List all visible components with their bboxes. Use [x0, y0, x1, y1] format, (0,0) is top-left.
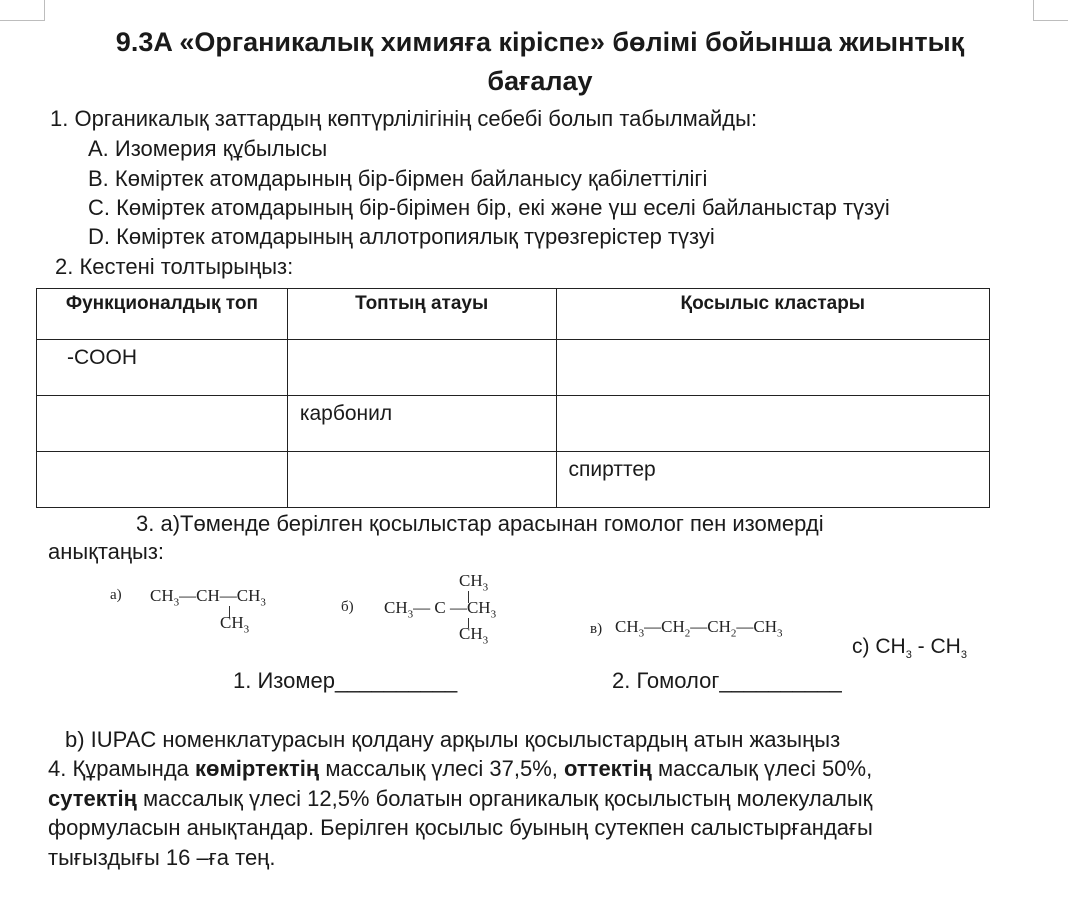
cell-text [37, 396, 287, 402]
label-v: в) [590, 621, 603, 637]
question-3-continued: анықтаңыз: [48, 539, 165, 564]
cell-text [557, 340, 989, 346]
table-row [37, 340, 990, 396]
subscript: 3 [777, 627, 783, 640]
crop-mark-left [0, 0, 45, 21]
table-row [37, 452, 990, 508]
ch3-text: CH [150, 586, 174, 605]
isomer-answer-field[interactable]: 1. Изомер__________ [233, 668, 458, 693]
formula-a-branch [220, 613, 249, 635]
subscript: 3 [482, 634, 489, 647]
table-cell[interactable] [287, 452, 556, 508]
ch3-text: CH [459, 571, 483, 590]
question-4-line4: тығыздығы 16 –ға тең. [48, 845, 276, 870]
subscript: 3 [905, 649, 912, 662]
table-cell[interactable] [556, 396, 989, 452]
ch3-text: CH [220, 613, 244, 632]
question-2: 2. Кестені толтырыңыз: [55, 254, 294, 279]
ch3-text: CH [384, 598, 408, 617]
table-cell[interactable] [37, 340, 288, 396]
formula-b-top [459, 571, 488, 593]
q4-text: массалық үлесі 37,5%, [319, 756, 564, 781]
formula-b-bottom [459, 624, 488, 646]
subscript: 3 [490, 608, 497, 621]
subscript: 3 [482, 581, 489, 594]
q4-bold-hydrogen: сутектің [48, 786, 137, 811]
subscript: 2 [684, 627, 691, 640]
cell-text: карбонил [299, 402, 393, 425]
subscript: 3 [638, 627, 645, 640]
subscript: 3 [960, 649, 967, 662]
subscript: 3 [407, 608, 414, 621]
homolog-answer-field[interactable]: 2. Гомолог__________ [612, 668, 842, 693]
page-title-continued: бағалау [487, 66, 593, 96]
cell-text [288, 452, 556, 458]
ch3-text: CH [930, 635, 961, 658]
ch3-text: CH [753, 617, 777, 636]
page-title: 9.3A «Органикалық химияға кіріспе» бөлімі бойынша жиынтық [115, 27, 965, 57]
table-header: Функционалдық топ [37, 289, 288, 340]
table-header-row [37, 289, 990, 340]
q4-bold-carbon: көміртектің [195, 756, 320, 781]
ch3-text: CH [875, 635, 906, 658]
cell-text [37, 452, 287, 458]
ch3-text: CH [466, 598, 491, 617]
crop-mark-right [1033, 0, 1068, 21]
subscript: 3 [173, 596, 180, 609]
cell-text: -COOH [67, 346, 137, 369]
option-a: A. Изомерия құбылысы [88, 136, 328, 161]
subscript: 3 [243, 623, 250, 636]
question-4-line2 [48, 786, 872, 812]
label-b: б) [341, 599, 354, 615]
formula-v: $CH_3—CH_2—CH_2—CH_3$ [615, 617, 783, 640]
table-header: Қосылыс кластары [556, 289, 989, 340]
cell-text: спирттер [568, 458, 656, 481]
ch3-text: CH [615, 617, 639, 636]
q4-text: массалық үлесі 12,5% болатын органикалық қосылыстың молекулалық [136, 786, 873, 811]
label-a: а) [110, 587, 122, 603]
q4-text: 4. Құрамында [48, 756, 196, 781]
cell-text [557, 396, 989, 402]
table-header: Топтың атауы [287, 289, 556, 340]
formula-a-main: $CH_3—CH—CH_3$ [150, 586, 266, 609]
formula-c: c) $CH_3 - CH_3$ [852, 635, 967, 662]
question-3: 3. а)Төменде берілген қосылыстар арасынан гомолог пен изомерді [136, 511, 824, 536]
subscript: 3 [260, 596, 266, 609]
question-1: 1. Органикалық заттардың көптүрлілігінің себебі болып табылмайды: [50, 106, 758, 131]
ch3-text: CH [459, 624, 483, 643]
table-cell[interactable] [37, 396, 288, 452]
option-c: C. Көміртек атомдарының бір-бірімен бір, екі және үш еселі байланыстар түзуі [88, 195, 890, 220]
ch2-text: CH [661, 617, 685, 636]
question-4-line3: формуласын анықтандар. Берілген қосылыс буының сутекпен салыстырғандағы [48, 815, 873, 840]
table-row [37, 396, 990, 452]
table-cell[interactable] [287, 396, 556, 452]
fill-table [36, 288, 990, 508]
formula-b-main: $CH_3—$ C $—CH_3$ [384, 598, 497, 621]
ch3-text: CH [236, 586, 261, 605]
ch-text: CH [196, 586, 220, 605]
q4-text: массалық үлесі 50%, [651, 756, 873, 781]
question-3b: b) IUPAC номенклатурасын қолдану арқылы қосылыстардың атын жазыңыз [65, 727, 841, 752]
option-d: D. Көміртек атомдарының аллотропиялық түрөзгерістер түзуі [88, 224, 715, 249]
table-cell[interactable] [556, 340, 989, 396]
option-b: B. Көміртек атомдарының бір-бірмен байланысу қабілеттілігі [88, 166, 708, 191]
subscript: 2 [730, 627, 737, 640]
table-cell[interactable] [287, 340, 556, 396]
table-cell[interactable] [556, 452, 989, 508]
q4-bold-oxygen: оттектің [564, 756, 652, 781]
table-cell[interactable] [37, 452, 288, 508]
c-text: C [434, 598, 446, 617]
ch2-text: CH [707, 617, 731, 636]
cell-text [288, 340, 556, 346]
question-4 [48, 756, 872, 782]
label-c: c) [852, 635, 870, 658]
